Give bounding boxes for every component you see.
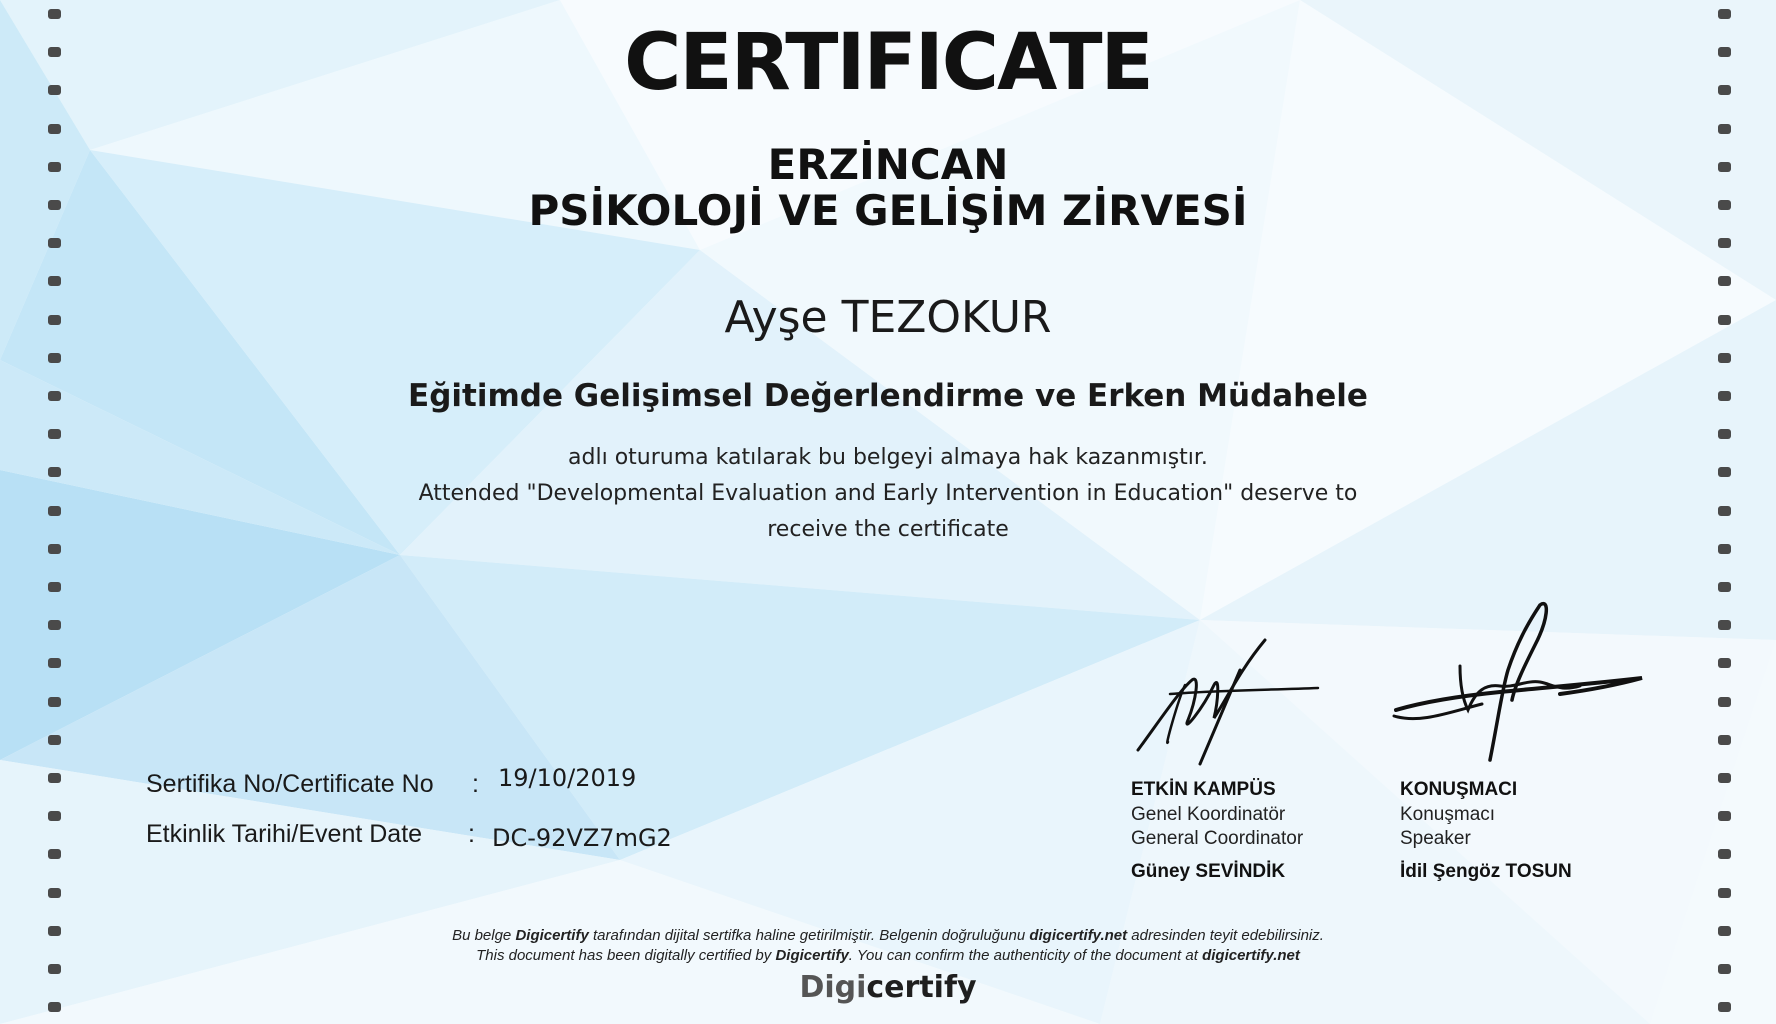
perforation-dot xyxy=(48,697,61,707)
perforation-dot xyxy=(1718,849,1731,859)
certificate-description xyxy=(0,440,1776,548)
perforation-dot xyxy=(48,276,61,286)
note-text: adresinden teyit edebilirsiniz. xyxy=(1127,927,1324,944)
perforation-dot xyxy=(1718,658,1731,668)
verification-site-link[interactable]: digicertify.net xyxy=(1029,927,1128,944)
description-english-line2: receive the certificate xyxy=(767,517,1009,542)
event-name-line1: ERZİNCAN xyxy=(767,140,1009,189)
description-english-line1: Attended "Developmental Evaluation and Early Intervention in Education" deserve to xyxy=(418,481,1358,506)
signer-role-turkish: Konuşmacı xyxy=(1400,804,1496,825)
description-turkish: adlı oturuma katılarak bu belgeyi almaya hak kazanmıştır. xyxy=(568,445,1208,470)
verification-note-english xyxy=(0,946,1776,966)
perforation-dot xyxy=(1718,735,1731,745)
signer-organization: KONUŞMACI xyxy=(1400,779,1518,800)
signature-block-speaker xyxy=(1400,779,1572,883)
certificate-no-value: 19/10/2019 xyxy=(498,764,637,792)
signer-role-english: Speaker xyxy=(1400,828,1471,849)
event-date-label: Etkinlik Tarihi/Event Date xyxy=(146,820,423,848)
perforation-dot xyxy=(48,353,61,363)
signer-name: Güney SEVİNDİK xyxy=(1131,861,1286,882)
perforation-dot xyxy=(1718,811,1731,821)
signature-block-coordinator xyxy=(1131,779,1303,883)
signer-role-turkish: Genel Koordinatör xyxy=(1131,804,1286,825)
signer-name: İdil Şengöz TOSUN xyxy=(1400,861,1572,882)
note-brand: Digicertify xyxy=(515,927,589,944)
perforation-dot xyxy=(48,773,61,783)
signer-role-english: General Coordinator xyxy=(1131,828,1304,849)
signature-speaker xyxy=(1390,600,1650,765)
perforation-dot xyxy=(48,429,61,439)
perforation-dot xyxy=(48,849,61,859)
recipient-name: Ayşe TEZOKUR xyxy=(724,292,1052,343)
perforation-dot xyxy=(48,582,61,592)
perforation-dot xyxy=(48,124,61,134)
certificate-title: CERTIFICATE xyxy=(624,18,1152,108)
perforation-dot xyxy=(1718,697,1731,707)
perforation-dot xyxy=(1718,124,1731,134)
perforation-dot xyxy=(1718,773,1731,783)
perforation-dot xyxy=(48,620,61,630)
logo-part-certify: certify xyxy=(866,970,977,1005)
note-text: This document has been digitally certified by xyxy=(476,947,776,964)
verification-note xyxy=(0,926,1776,966)
event-name-line2: PSİKOLOJİ VE GELİŞİM ZİRVESİ xyxy=(528,186,1248,235)
perforation-dot xyxy=(1718,353,1731,363)
perforation-dot xyxy=(1718,238,1731,248)
certificate-no-separator: : xyxy=(472,770,479,798)
perforation-dot xyxy=(1718,276,1731,286)
note-text: Bu belge xyxy=(452,927,516,944)
signature-coordinator xyxy=(1130,630,1330,770)
perforation-dot xyxy=(1718,888,1731,898)
perforation-dot xyxy=(48,735,61,745)
perforation-dot xyxy=(48,238,61,248)
logo-part-digi: Digi xyxy=(799,970,867,1005)
event-name xyxy=(0,142,1776,234)
note-text: . You can confirm the authenticity of the document at xyxy=(848,947,1203,964)
certificate-no-label: Sertifika No/Certificate No xyxy=(146,770,434,798)
perforation-dot xyxy=(48,811,61,821)
signer-organization: ETKİN KAMPÜS xyxy=(1131,779,1276,800)
perforation-dot xyxy=(1718,429,1731,439)
session-title: Eğitimde Gelişimsel Değerlendirme ve Erken Müdahele xyxy=(408,378,1368,414)
perforation-dot xyxy=(48,658,61,668)
note-text: tarafından dijital sertifka haline getirilmiştir. Belgenin doğruluğunu xyxy=(588,927,1030,944)
event-date-separator: : xyxy=(468,820,475,848)
perforation-dot xyxy=(1718,582,1731,592)
perforation-dot xyxy=(1718,620,1731,630)
perforation-dot xyxy=(48,888,61,898)
event-date-value: DC-92VZ7mG2 xyxy=(492,824,672,852)
verification-note-turkish xyxy=(0,926,1776,946)
note-brand: Digicertify xyxy=(775,947,849,964)
digicertify-logo xyxy=(0,970,1776,1005)
verification-site-link[interactable]: digicertify.net xyxy=(1202,947,1300,964)
